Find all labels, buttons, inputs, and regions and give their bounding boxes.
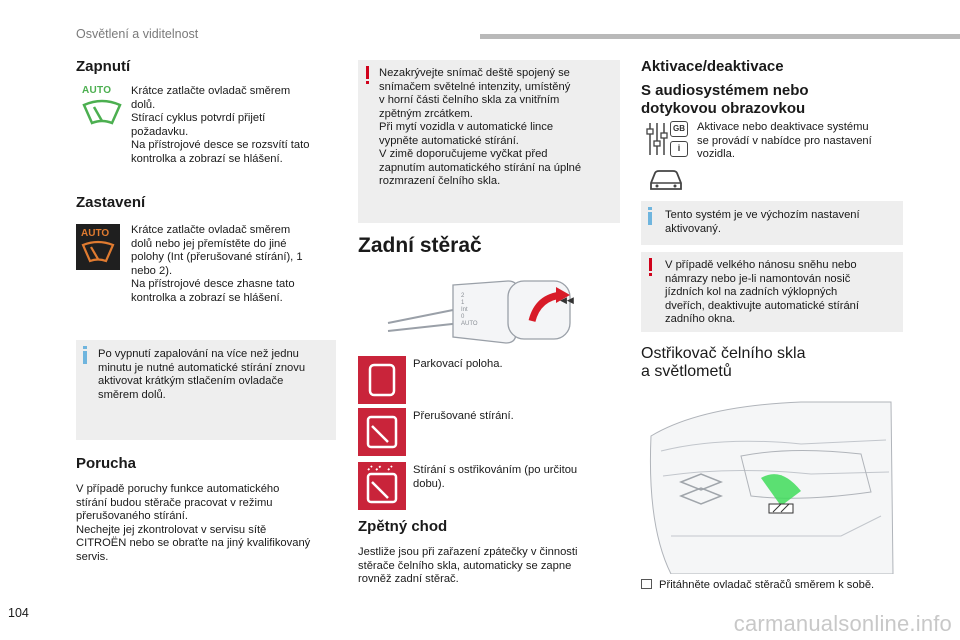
zastaveni-text: Krátce zatlačte ovladač směrem dolů nebo jej přemístěte do jiné polohy (Int (přerušované stírání), 1 nebo 2). Na přístrojové desce zhasne tato kontrolka a zobrazí se hlášení. bbox=[131, 224, 303, 304]
info-icon bbox=[83, 346, 87, 364]
car-front-illustration bbox=[641, 396, 903, 574]
section-title-porucha: Porucha bbox=[76, 455, 137, 472]
zpetny-chod-text: Jestliže jsou při zařazení zpátečky v činnosti stěrače čelního skla, automaticky se zapne rovněž zadní stěrač. bbox=[358, 546, 578, 585]
info-icon bbox=[648, 207, 652, 225]
porucha-text: V případě poruchy funkce automatického stírání budou stěrače pracovat v režimu přerušovaného stírání. Nechejte jej zkontrolovat v servisu sítě CITROËN nebo se obraťte na jiný kvalifikovaný servis. bbox=[76, 483, 311, 563]
position-intermittent-text: Přerušované stírání. bbox=[413, 410, 514, 422]
section-title-ostrikovac: Ostřikovač čelního skla a světlometů bbox=[641, 345, 806, 380]
section-title-zadni-sterac: Zadní stěrač bbox=[358, 234, 482, 257]
auto-off-icon-label: AUTO bbox=[81, 228, 110, 239]
language-gb-icon: GB bbox=[670, 121, 688, 137]
zapnuti-text: Krátce zatlačte ovladač směrem dolů. Stírací cyklus potvrdí přijetí požadavku. Na přístrojové desce se rozsvítí tato kontrolka a zobrazí se hlášení. bbox=[131, 85, 310, 165]
warning-exclamation-icon bbox=[649, 258, 652, 271]
wiper-auto-green-icon bbox=[80, 85, 124, 129]
position-park-text: Parkovací poloha. bbox=[413, 358, 503, 370]
rear-wiper-park-icon bbox=[358, 356, 406, 404]
info-box-reactivate: Po vypnutí zapalování na více než jednu minutu je nutné automatické stírání znovu aktivovat krátkým stlačením ovladače směrem dolů. bbox=[76, 340, 336, 440]
settings-menu-icon bbox=[645, 119, 689, 161]
bullet-marker bbox=[641, 579, 652, 589]
rear-wiper-intermittent-icon bbox=[358, 408, 406, 456]
section-title-zapnuti: Zapnutí bbox=[76, 58, 131, 75]
vehicle-settings-car-icon bbox=[647, 167, 685, 193]
warning-box-snow: V případě velkého nánosu sněhu nebo námrazy nebo je-li namontován nosič jízdních kol na zadních výklopných dveřích, deaktivujte automatické stírání zadního okna. bbox=[641, 252, 903, 332]
stalk-position-labels: 2 1 Int 0 AUTO bbox=[461, 293, 478, 327]
bullet-pull-stalk: Přitáhněte ovladač stěračů směrem k sobě. bbox=[641, 579, 903, 593]
svg-text:◀◀: ◀◀ bbox=[560, 296, 574, 306]
section-title-zastaveni: Zastavení bbox=[76, 194, 146, 211]
wiper-stalk-illustration bbox=[358, 273, 620, 348]
page-number: 104 bbox=[8, 606, 29, 620]
section-title-zpetny-chod: Zpětný chod bbox=[358, 518, 448, 535]
watermark: carmanualsonline.info bbox=[733, 611, 952, 636]
info-box-default-active: Tento systém je ve výchozím nastavení aktivovaný. bbox=[641, 201, 903, 245]
position-washer-text: Stírání s ostřikováním (po určitou dobu). bbox=[413, 464, 578, 490]
subsection-title-audio: S audiosystémem nebo dotykovou obrazovkou bbox=[641, 82, 809, 117]
section-title-aktivace: Aktivace/deaktivace bbox=[641, 58, 784, 75]
wiper-auto-off-icon bbox=[76, 224, 120, 270]
chapter-title: Osvětlení a viditelnost bbox=[76, 27, 199, 41]
warning-box-rain-sensor: Nezakrývejte snímač deště spojený se snímačem světelné intenzity, umístěný v horní části čelního skla za vnitřním zpětným zrcátkem. Při mytí vozidla v automatické lince vypněte automatické stírání. V zimě doporučujeme vyčkat před zapnutím automatického stírání na úplné rozmrazení čelního skla. bbox=[358, 60, 620, 223]
auto-icon-label: AUTO bbox=[82, 85, 112, 96]
header-bar bbox=[480, 34, 960, 39]
warning-exclamation-icon bbox=[366, 66, 369, 79]
audio-text: Aktivace nebo deaktivace systému se provádí v nabídce pro nastavení vozidla. bbox=[697, 121, 872, 160]
info-i-icon: i bbox=[670, 141, 688, 157]
rear-wiper-washer-icon bbox=[358, 462, 406, 510]
